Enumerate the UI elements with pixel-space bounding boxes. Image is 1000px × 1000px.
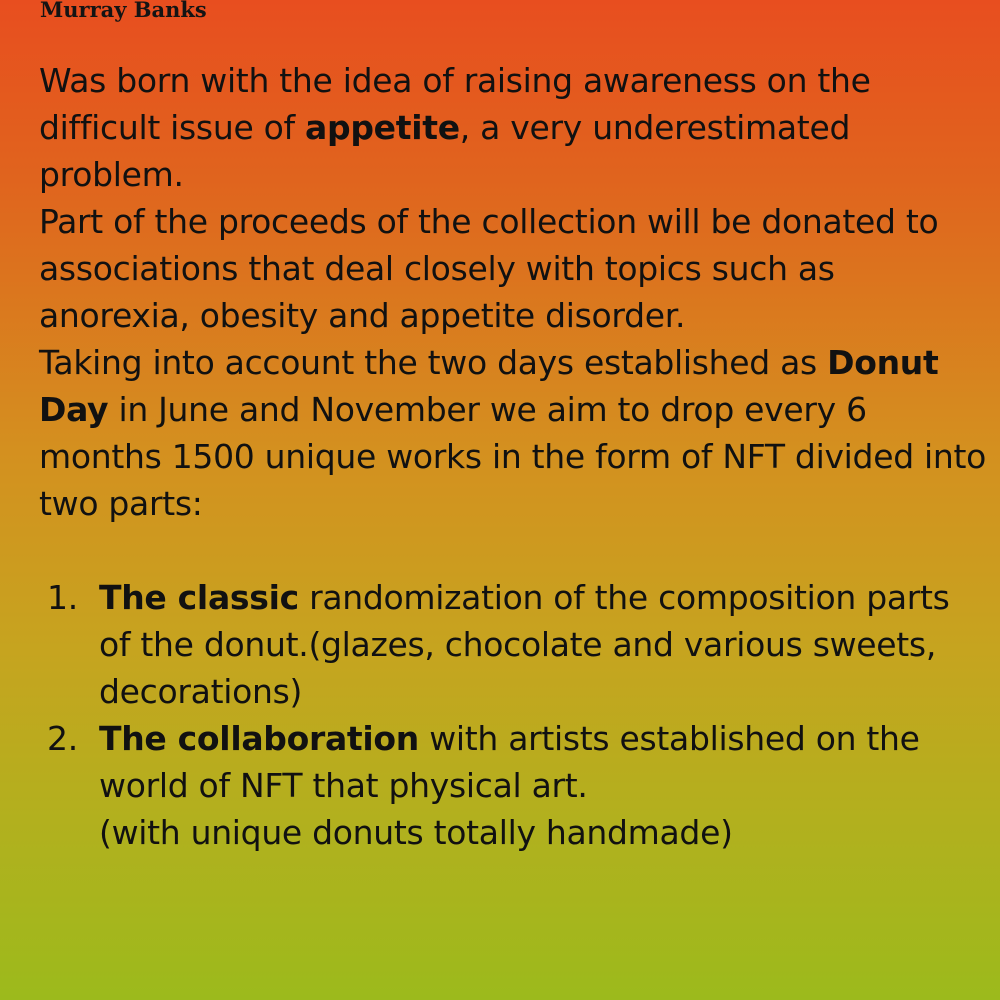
list-number: 1. xyxy=(47,578,78,617)
intro-paragraph-2: Part of the proceeds of the collection will be donated to associations that deal closely with topics such as anorexia, obesity and appetite disorder. xyxy=(39,202,939,335)
donut-day-keyword: Donut Day xyxy=(39,343,939,429)
author-name: Murray Banks xyxy=(40,0,207,22)
list-item xyxy=(39,574,989,715)
spacer xyxy=(39,527,989,574)
intro-p3-end: in June and November we aim to drop every 6 months 1500 unique works in the form of NFT divided into two parts: xyxy=(39,390,987,523)
list-item-title: The classic xyxy=(99,578,299,617)
intro-paragraph-1 xyxy=(39,57,989,198)
list-item xyxy=(39,715,989,856)
intro-paragraph-3 xyxy=(39,339,989,527)
intro-p3-start: Taking into account the two days established as xyxy=(39,343,828,382)
intro-p1-start: Was born with the idea of raising awareness on the difficult issue of xyxy=(39,61,871,147)
parts-list xyxy=(39,574,989,856)
list-number: 2. xyxy=(47,719,78,758)
list-item-text: with artists established on the world of NFT that physical art. xyxy=(99,719,920,805)
list-item-note: (with unique donuts totally handmade) xyxy=(99,813,733,852)
description-text xyxy=(39,57,989,856)
list-item-title: The collaboration xyxy=(99,719,419,758)
list-item-text: randomization of the composition parts of the donut.(glazes, chocolate and various sweets, decorations) xyxy=(99,578,950,711)
intro-p1-end: , a very underestimated problem. xyxy=(39,108,851,194)
appetite-keyword: appetite xyxy=(305,108,460,147)
